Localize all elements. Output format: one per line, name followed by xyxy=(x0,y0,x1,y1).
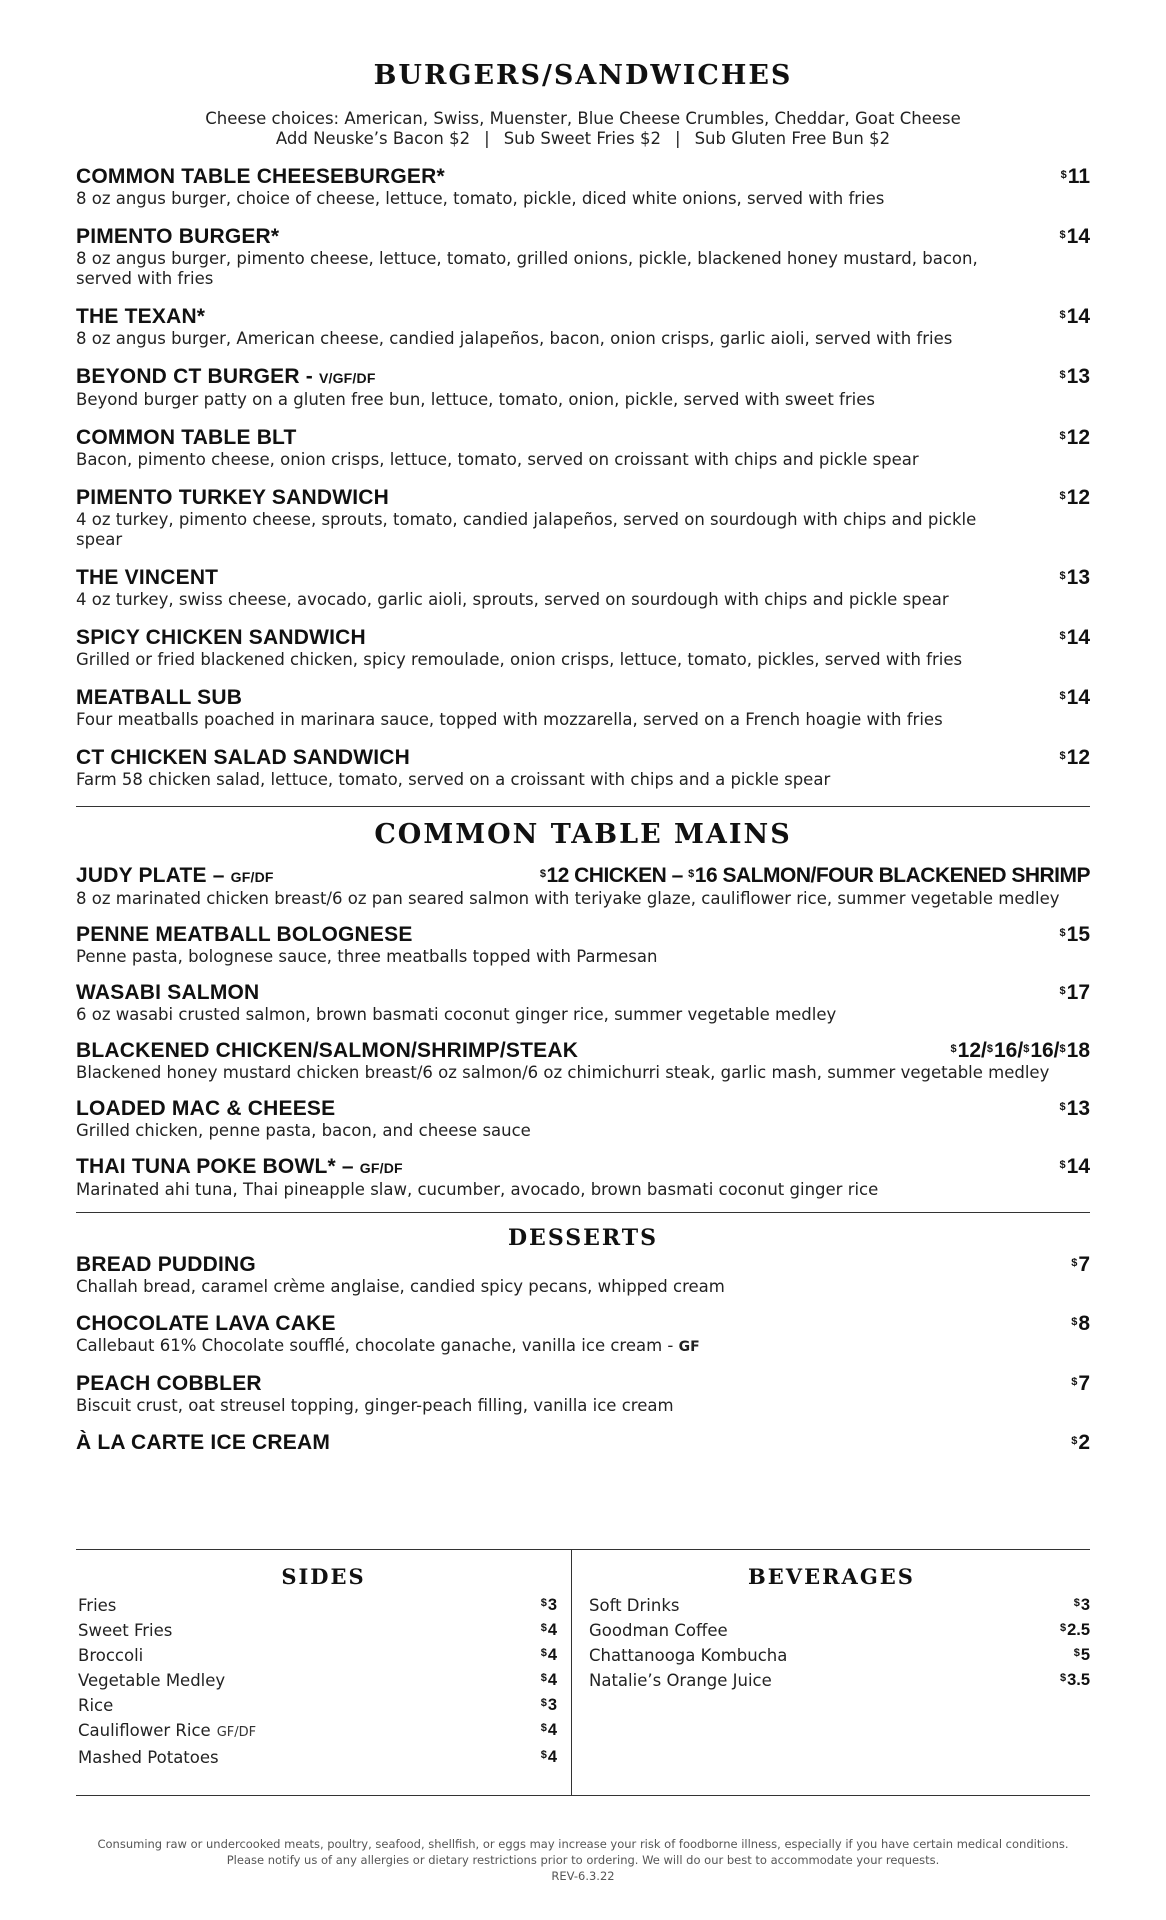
desserts-section-title: DESSERTS xyxy=(507,1225,659,1251)
item-price: $14 xyxy=(1059,626,1090,649)
menu-item xyxy=(76,686,1090,730)
add-on-bacon: Add Neuske’s Bacon $2 xyxy=(275,129,471,148)
side-item xyxy=(78,1718,557,1745)
item-price: $7 xyxy=(1071,1253,1090,1276)
menu-item xyxy=(76,746,1090,790)
footer-line-2: Please notify us of any allergies or dietary restrictions prior to ordering. We will do our best to accommodate your requests. xyxy=(226,1853,940,1867)
mains-list xyxy=(76,1097,1090,1200)
add-on-sweet-fries: Sub Sweet Fries $2 xyxy=(503,129,661,148)
currency-symbol: $ xyxy=(1060,169,1067,181)
beverage-price: $2.5 xyxy=(1059,1621,1090,1639)
item-price: $11 xyxy=(1060,165,1090,188)
currency-symbol: $ xyxy=(539,868,546,880)
menu-item xyxy=(76,486,1090,550)
item-name: PIMENTO TURKEY SANDWICH xyxy=(76,486,390,509)
item-name: CT CHICKEN SALAD SANDWICH xyxy=(76,746,410,769)
side-item xyxy=(78,1643,557,1668)
beverage-item xyxy=(589,1618,1090,1643)
currency-symbol: $ xyxy=(1059,750,1066,762)
side-price: $4 xyxy=(540,1621,557,1639)
add-on-gf-bun: Sub Gluten Free Bun $2 xyxy=(694,129,891,148)
menu-item xyxy=(76,626,1090,670)
item-description: 8 oz marinated chicken breast/6 oz pan seared salmon with teriyake glaze, cauliflower rice, summer vegetable medley xyxy=(76,889,1060,908)
beverage-price: $5 xyxy=(1073,1646,1090,1664)
item-tag: V/GF/DF xyxy=(318,370,376,386)
item-tag: GF/DF xyxy=(359,1160,403,1176)
currency-symbol: $ xyxy=(1059,1159,1066,1171)
item-price: $12 xyxy=(1059,746,1090,769)
item-price: $13 xyxy=(1059,365,1090,388)
item-name: THE TEXAN* xyxy=(76,305,206,328)
item-description: Callebaut 61% Chocolate soufflé, chocolate ganache, vanilla ice cream - GF xyxy=(76,1336,700,1355)
item-price: $12/$16/$16/$18 xyxy=(950,1039,1090,1062)
side-price: $4 xyxy=(540,1748,557,1766)
menu-item xyxy=(76,305,1090,349)
item-tag: GF xyxy=(678,1339,700,1355)
menu-item xyxy=(76,225,1090,289)
menu-item-blackened xyxy=(76,1039,1090,1083)
item-name: LOADED MAC & CHEESE xyxy=(76,1097,336,1120)
menu-item xyxy=(76,1312,1090,1357)
item-tag: GF/DF xyxy=(216,1725,257,1740)
item-tag: GF/DF xyxy=(230,869,274,885)
currency-symbol: $ xyxy=(1059,630,1066,642)
item-name: MEATBALL SUB xyxy=(76,686,243,709)
item-description: 4 oz turkey, swiss cheese, avocado, garlic aioli, sprouts, served on sourdough with chips and pickle spear xyxy=(76,590,949,609)
item-name: COMMON TABLE CHEESEBURGER* xyxy=(76,165,445,188)
item-price: $15 xyxy=(1059,923,1090,946)
beverage-item xyxy=(589,1643,1090,1668)
item-name: BLACKENED CHICKEN/SALMON/SHRIMP/STEAK xyxy=(76,1039,579,1062)
item-price: $14 xyxy=(1059,305,1090,328)
item-name: COMMON TABLE BLT xyxy=(76,426,297,449)
currency-symbol: $ xyxy=(1059,927,1066,939)
item-name: THAI TUNA POKE BOWL* – xyxy=(76,1155,354,1178)
item-price: $7 xyxy=(1071,1372,1090,1395)
side-name: Cauliflower Rice xyxy=(78,1721,211,1740)
side-price: $4 xyxy=(540,1671,557,1689)
beverage-item xyxy=(589,1593,1090,1618)
item-description: Biscuit crust, oat streusel topping, ginger-peach filling, vanilla ice cream xyxy=(76,1396,674,1415)
menu-item xyxy=(76,365,1090,410)
mains-list xyxy=(76,923,1090,1025)
item-description: Marinated ahi tuna, Thai pineapple slaw, cucumber, avocado, brown basmati coconut ginger rice xyxy=(76,1180,879,1199)
add-ons-note xyxy=(76,129,1090,149)
beverages-title: BEVERAGES xyxy=(748,1564,915,1589)
footer-revision: REV-6.3.22 xyxy=(551,1869,615,1883)
side-name: Sweet Fries xyxy=(78,1621,173,1640)
item-name: CHOCOLATE LAVA CAKE xyxy=(76,1312,336,1335)
menu-item xyxy=(76,426,1090,470)
item-name: BREAD PUDDING xyxy=(76,1253,256,1276)
menu-item xyxy=(76,1431,1090,1455)
item-price: $14 xyxy=(1059,686,1090,709)
side-name: Vegetable Medley xyxy=(78,1671,226,1690)
mains-section-title: COMMON TABLE MAINS xyxy=(374,819,792,850)
burger-list xyxy=(76,165,1090,790)
item-description: 8 oz angus burger, American cheese, candied jalapeños, bacon, onion crisps, garlic aioli, served with fries xyxy=(76,329,953,348)
item-price: $2 xyxy=(1071,1431,1090,1454)
beverage-price: $3.5 xyxy=(1059,1671,1090,1689)
menu-item xyxy=(76,1253,1090,1297)
item-price: $17 xyxy=(1059,981,1090,1004)
sides-column xyxy=(76,1550,572,1795)
desserts-list xyxy=(76,1253,1090,1455)
menu-item xyxy=(76,165,1090,209)
item-price: $12 xyxy=(1059,486,1090,509)
currency-symbol: $ xyxy=(1059,229,1066,241)
side-name: Fries xyxy=(78,1596,117,1615)
beverage-price: $3 xyxy=(1073,1596,1090,1614)
side-item xyxy=(78,1668,557,1693)
item-name: À LA CARTE ICE CREAM xyxy=(76,1431,331,1454)
item-description: Challah bread, caramel crème anglaise, candied spicy pecans, whipped cream xyxy=(76,1277,725,1296)
note-separator: | xyxy=(484,129,490,148)
menu-item xyxy=(76,566,1090,610)
item-name: PEACH COBBLER xyxy=(76,1372,262,1395)
currency-symbol: $ xyxy=(1071,1257,1078,1269)
item-description: Four meatballs poached in marinara sauce, topped with mozzarella, served on a French hoagie with fries xyxy=(76,710,943,729)
section-divider xyxy=(76,806,1090,807)
item-description: Blackened honey mustard chicken breast/6 oz salmon/6 oz chimichurri steak, garlic mash, summer vegetable medley xyxy=(76,1063,1050,1082)
item-description: 8 oz angus burger, choice of cheese, lettuce, tomato, pickle, diced white onions, served with fries xyxy=(76,189,885,208)
item-price: $13 xyxy=(1059,566,1090,589)
cheese-choices-note: Cheese choices: American, Swiss, Muenster, Blue Cheese Crumbles, Cheddar, Goat Cheese xyxy=(205,109,961,128)
menu-item xyxy=(76,1097,1090,1141)
currency-symbol: $ xyxy=(1059,985,1066,997)
note-separator: | xyxy=(675,129,681,148)
menu-item xyxy=(76,981,1090,1025)
side-item xyxy=(78,1745,557,1770)
currency-symbol: $ xyxy=(1071,1376,1078,1388)
item-description: Farm 58 chicken salad, lettuce, tomato, served on a croissant with chips and a pickle spear xyxy=(76,770,831,789)
burgers-note xyxy=(76,109,1090,149)
menu-item-judy-plate xyxy=(76,864,1090,909)
footer-disclaimer xyxy=(76,1836,1090,1884)
currency-symbol: $ xyxy=(1059,1101,1066,1113)
item-description: Penne pasta, bolognese sauce, three meatballs topped with Parmesan xyxy=(76,947,658,966)
item-name: PENNE MEATBALL BOLOGNESE xyxy=(76,923,413,946)
menu-item xyxy=(76,1155,1090,1200)
currency-symbol: $ xyxy=(1059,369,1066,381)
item-description: Grilled chicken, penne pasta, bacon, and cheese sauce xyxy=(76,1121,531,1140)
side-name: Broccoli xyxy=(78,1646,144,1665)
side-price: $4 xyxy=(540,1646,557,1664)
side-item xyxy=(78,1693,557,1718)
item-description: 8 oz angus burger, pimento cheese, lettuce, tomato, grilled onions, pickle, blackened honey mustard, bacon, served with fries xyxy=(76,249,978,288)
section-divider xyxy=(76,1212,1090,1213)
item-name: WASABI SALMON xyxy=(76,981,260,1004)
sides-list xyxy=(76,1593,571,1770)
item-name: BEYOND CT BURGER - xyxy=(76,365,313,388)
side-name: Rice xyxy=(78,1696,114,1715)
beverage-item xyxy=(589,1668,1090,1693)
currency-symbol: $ xyxy=(1059,690,1066,702)
item-name: SPICY CHICKEN SANDWICH xyxy=(76,626,366,649)
currency-symbol: $ xyxy=(1059,309,1066,321)
item-name: JUDY PLATE – xyxy=(76,864,225,887)
beverage-name: Soft Drinks xyxy=(589,1596,680,1615)
currency-symbol: $ xyxy=(1059,570,1066,582)
menu-item xyxy=(76,1372,1090,1416)
side-item xyxy=(78,1618,557,1643)
currency-symbol: $ xyxy=(1071,1316,1078,1328)
item-name: PIMENTO BURGER* xyxy=(76,225,280,248)
side-name: Mashed Potatoes xyxy=(78,1748,219,1767)
item-price: $14 xyxy=(1059,1155,1090,1178)
item-description: 4 oz turkey, pimento cheese, sprouts, tomato, candied jalapeños, served on sourdough with chips and pickle spear xyxy=(76,510,977,549)
beverages-column xyxy=(573,1550,1090,1795)
menu-page xyxy=(76,60,1090,1470)
side-price: $4 xyxy=(540,1721,557,1739)
item-description: Grilled or fried blackened chicken, spicy remoulade, onion crisps, lettuce, tomato, pickles, served with fries xyxy=(76,650,963,669)
sides-title: SIDES xyxy=(281,1564,366,1589)
item-name: THE VINCENT xyxy=(76,566,219,589)
item-description: 6 oz wasabi crusted salmon, brown basmati coconut ginger rice, summer vegetable medley xyxy=(76,1005,837,1024)
item-price: $12 CHICKEN – $16 SALMON/FOUR BLACKENED SHRIMP xyxy=(539,864,1090,887)
currency-symbol: $ xyxy=(688,868,694,880)
currency-symbol: $ xyxy=(1059,430,1066,442)
item-description: Bacon, pimento cheese, onion crisps, lettuce, tomato, served on croissant with chips and pickle spear xyxy=(76,450,919,469)
burgers-section-title: BURGERS/SANDWICHES xyxy=(373,60,793,91)
side-item xyxy=(78,1593,557,1618)
menu-item xyxy=(76,923,1090,967)
side-price: $3 xyxy=(540,1596,557,1614)
beverages-list xyxy=(573,1593,1090,1693)
footer-line-1: Consuming raw or undercooked meats, poultry, seafood, shellfish, or eggs may increase your risk of foodborne illness, especially if you have certain medical conditions. xyxy=(97,1837,1069,1851)
sides-beverages-box xyxy=(76,1549,1090,1796)
beverage-name: Natalie’s Orange Juice xyxy=(589,1671,772,1690)
item-price: $13 xyxy=(1059,1097,1090,1120)
item-description: Beyond burger patty on a gluten free bun, lettuce, tomato, onion, pickle, served with sweet fries xyxy=(76,390,875,409)
side-price: $3 xyxy=(540,1696,557,1714)
item-price: $12 xyxy=(1059,426,1090,449)
currency-symbol: $ xyxy=(1059,490,1066,502)
beverage-name: Chattanooga Kombucha xyxy=(589,1646,788,1665)
item-price: $14 xyxy=(1059,225,1090,248)
currency-symbol: $ xyxy=(1071,1435,1078,1447)
item-price: $8 xyxy=(1071,1312,1090,1335)
beverage-name: Goodman Coffee xyxy=(589,1621,728,1640)
